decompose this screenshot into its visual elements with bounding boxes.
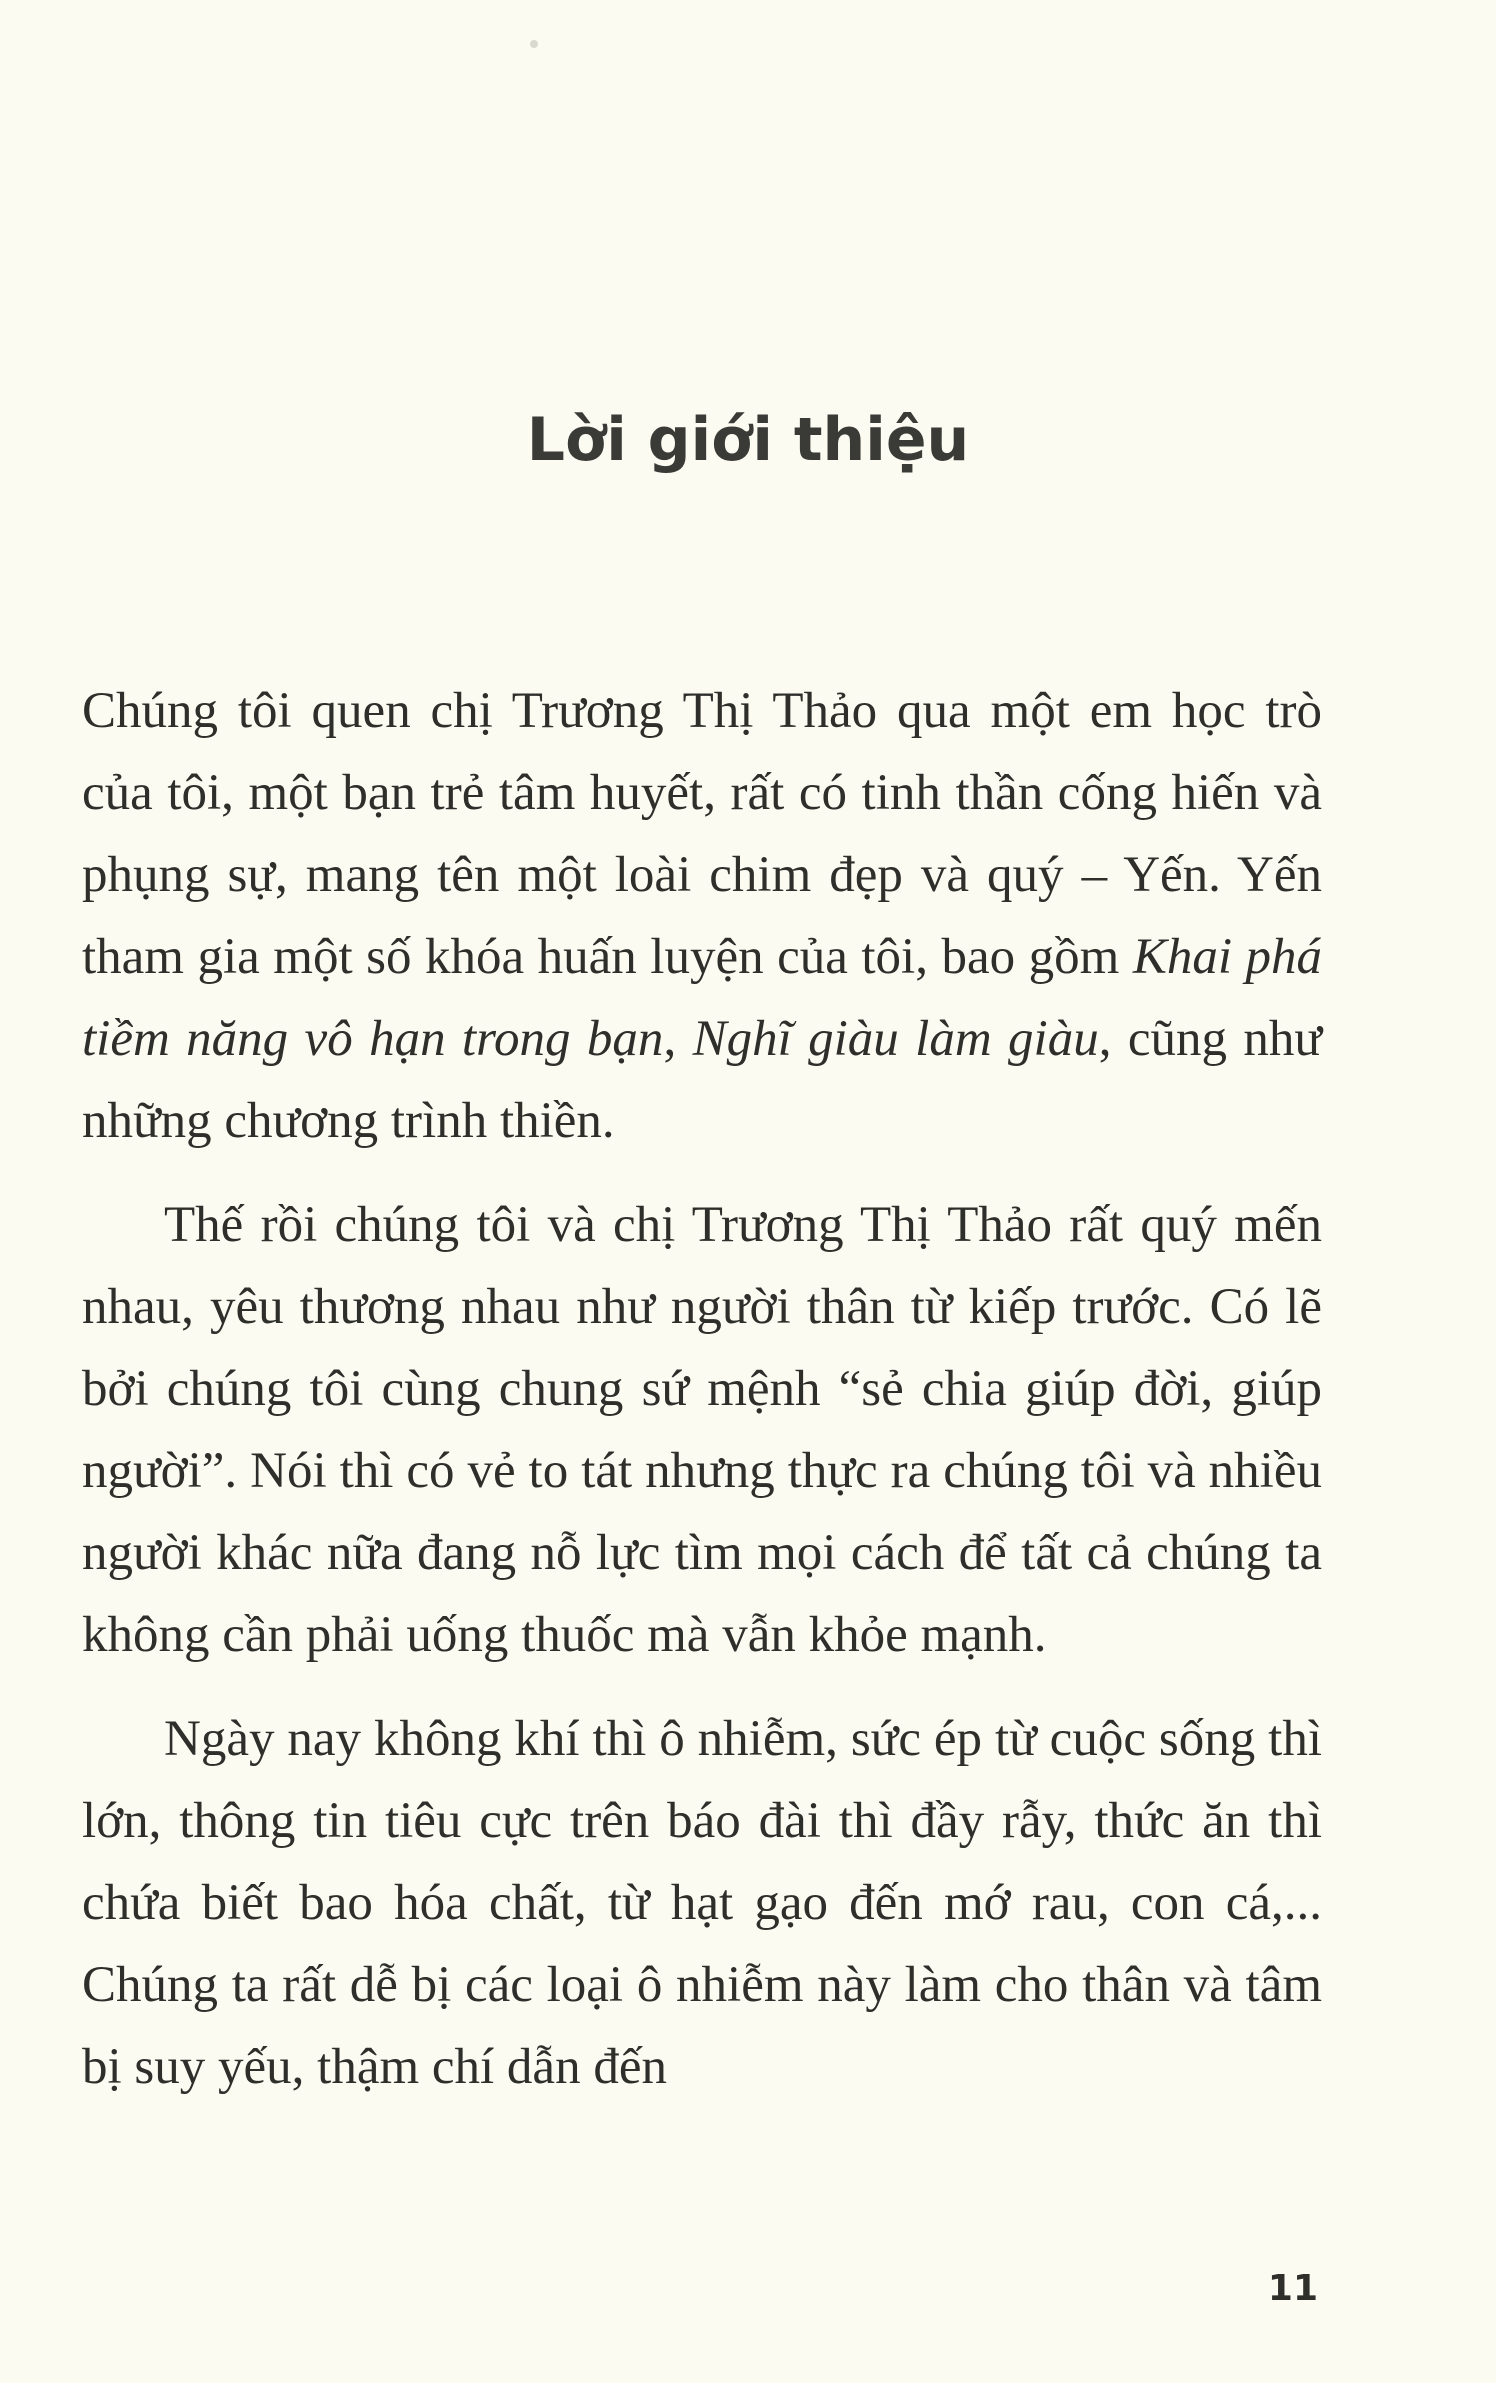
paragraph-1-text-c: , cũng như những chương trình thiền. [82, 1011, 1322, 1149]
paragraph-1-italic-a: Khai phá tiềm năng vô hạn trong bạn [82, 929, 1323, 1067]
paragraph-1-text-a: Chúng tôi quen chị Trương Thị Thảo qua một em học trò của tôi, một bạn trẻ tâm huyết, rất có tinh thần cống hiến và phụng sự, mang tên một loài chim đẹp và quý – Yến. Yến tham gia một số khóa huấn luyện của tôi, bao gồm [82, 683, 1322, 985]
paragraph-1 [82, 670, 1322, 1162]
paragraph-2: Thế rồi chúng tôi và chị Trương Thị Thảo rất quý mến nhau, yêu thương nhau như người thân từ kiếp trước. Có lẽ bởi chúng tôi cùng chung sứ mệnh “sẻ chia giúp đời, giúp người”. Nói thì có vẻ to tát nhưng thực ra chúng tôi và nhiều người khác nữa đang nỗ lực tìm mọi cách để tất cả chúng ta không cần phải uống thuốc mà vẫn khỏe mạnh. [82, 1197, 1322, 1663]
paragraph-1-italic-b: Nghĩ giàu làm giàu [692, 1011, 1099, 1067]
paragraph-3: Ngày nay không khí thì ô nhiễm, sức ép từ cuộc sống thì lớn, thông tin tiêu cực trên báo đài thì đầy rẫy, thức ăn thì chứa biết bao hóa chất, từ hạt gạo đến mớ rau, con cá,... Chúng ta rất dễ bị các loại ô nhiễm này làm cho thân và tâm bị suy yếu, thậm chí dẫn đến [82, 1711, 1322, 2095]
bleed-through-mark [530, 40, 538, 48]
paragraph-1-text-b: , [663, 1011, 693, 1067]
page-number: 11 [1267, 2268, 1318, 2309]
body-text [82, 670, 1322, 2108]
chapter-title: Lời giới thiệu [526, 405, 970, 475]
